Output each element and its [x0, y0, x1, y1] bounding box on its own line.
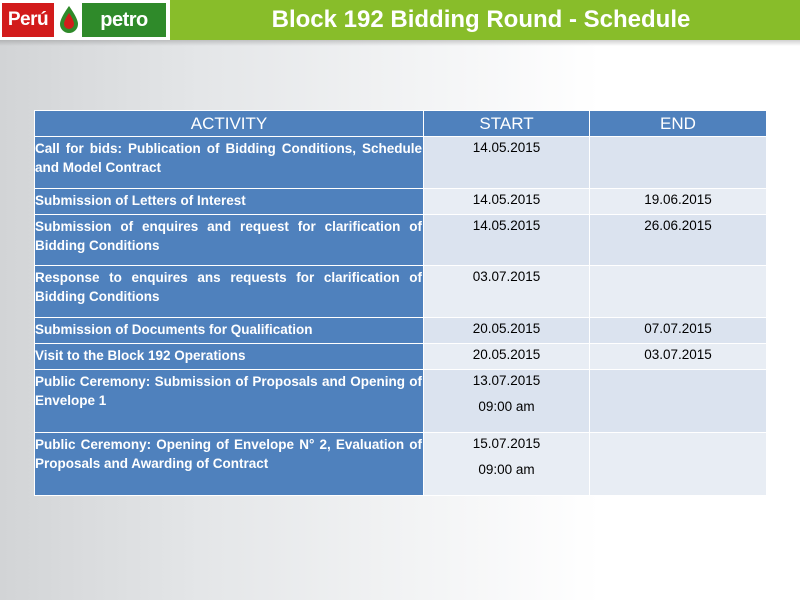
column-header-end: END: [590, 111, 767, 137]
column-header-activity: ACTIVITY: [35, 111, 424, 137]
header-bar: [0, 0, 800, 40]
logo-text-peru: Perú: [2, 3, 54, 37]
page-title: Block 192 Bidding Round - Schedule: [271, 6, 691, 33]
table-row: [35, 344, 767, 370]
peru-petro-logo: [0, 0, 170, 40]
end-date-cell: [590, 137, 767, 189]
table-header-row: [35, 111, 767, 137]
table-row: [35, 137, 767, 189]
activity-cell: Response to enquires ans requests for clarification of Bidding Conditions: [35, 266, 424, 318]
logo-text-petro: petro: [82, 3, 166, 37]
activity-cell: Submission of Documents for Qualification: [35, 318, 424, 344]
start-date-cell: 14.05.2015: [424, 189, 590, 215]
drop-icon: [58, 5, 80, 35]
header-shadow: [0, 40, 800, 46]
schedule-table: [34, 110, 767, 496]
start-date-cell: 14.05.2015: [424, 137, 590, 189]
end-date-cell: [590, 433, 767, 496]
end-date-cell: 03.07.2015: [590, 344, 767, 370]
table-row: [35, 318, 767, 344]
start-date-cell: [424, 433, 590, 496]
table-row: [35, 189, 767, 215]
start-date: 13.07.2015: [472, 373, 541, 388]
activity-cell: Public Ceremony: Submission of Proposals and Opening of Envelope 1: [35, 370, 424, 433]
start-date-cell: 20.05.2015: [424, 344, 590, 370]
end-date-cell: 19.06.2015: [590, 189, 767, 215]
table-row: [35, 433, 767, 496]
start-time: 09:00 am: [478, 462, 535, 477]
start-date-cell: 20.05.2015: [424, 318, 590, 344]
end-date-cell: 07.07.2015: [590, 318, 767, 344]
start-date-cell: 14.05.2015: [424, 215, 590, 266]
activity-cell: Public Ceremony: Opening of Envelope N° 2, Evaluation of Proposals and Awarding of Contract: [35, 433, 424, 496]
table-row: [35, 370, 767, 433]
activity-cell: Submission of enquires and request for clarification of Bidding Conditions: [35, 215, 424, 266]
column-header-start: START: [424, 111, 590, 137]
start-date-cell: [424, 370, 590, 433]
activity-cell: Call for bids: Publication of Bidding Conditions, Schedule and Model Contract: [35, 137, 424, 189]
start-date: 15.07.2015: [472, 436, 541, 451]
end-date-cell: [590, 266, 767, 318]
end-date-cell: 26.06.2015: [590, 215, 767, 266]
end-date-cell: [590, 370, 767, 433]
table-row: [35, 266, 767, 318]
start-time: 09:00 am: [478, 399, 535, 414]
start-date-cell: 03.07.2015: [424, 266, 590, 318]
activity-cell: Submission of Letters of Interest: [35, 189, 424, 215]
table-row: [35, 215, 767, 266]
activity-cell: Visit to the Block 192 Operations: [35, 344, 424, 370]
